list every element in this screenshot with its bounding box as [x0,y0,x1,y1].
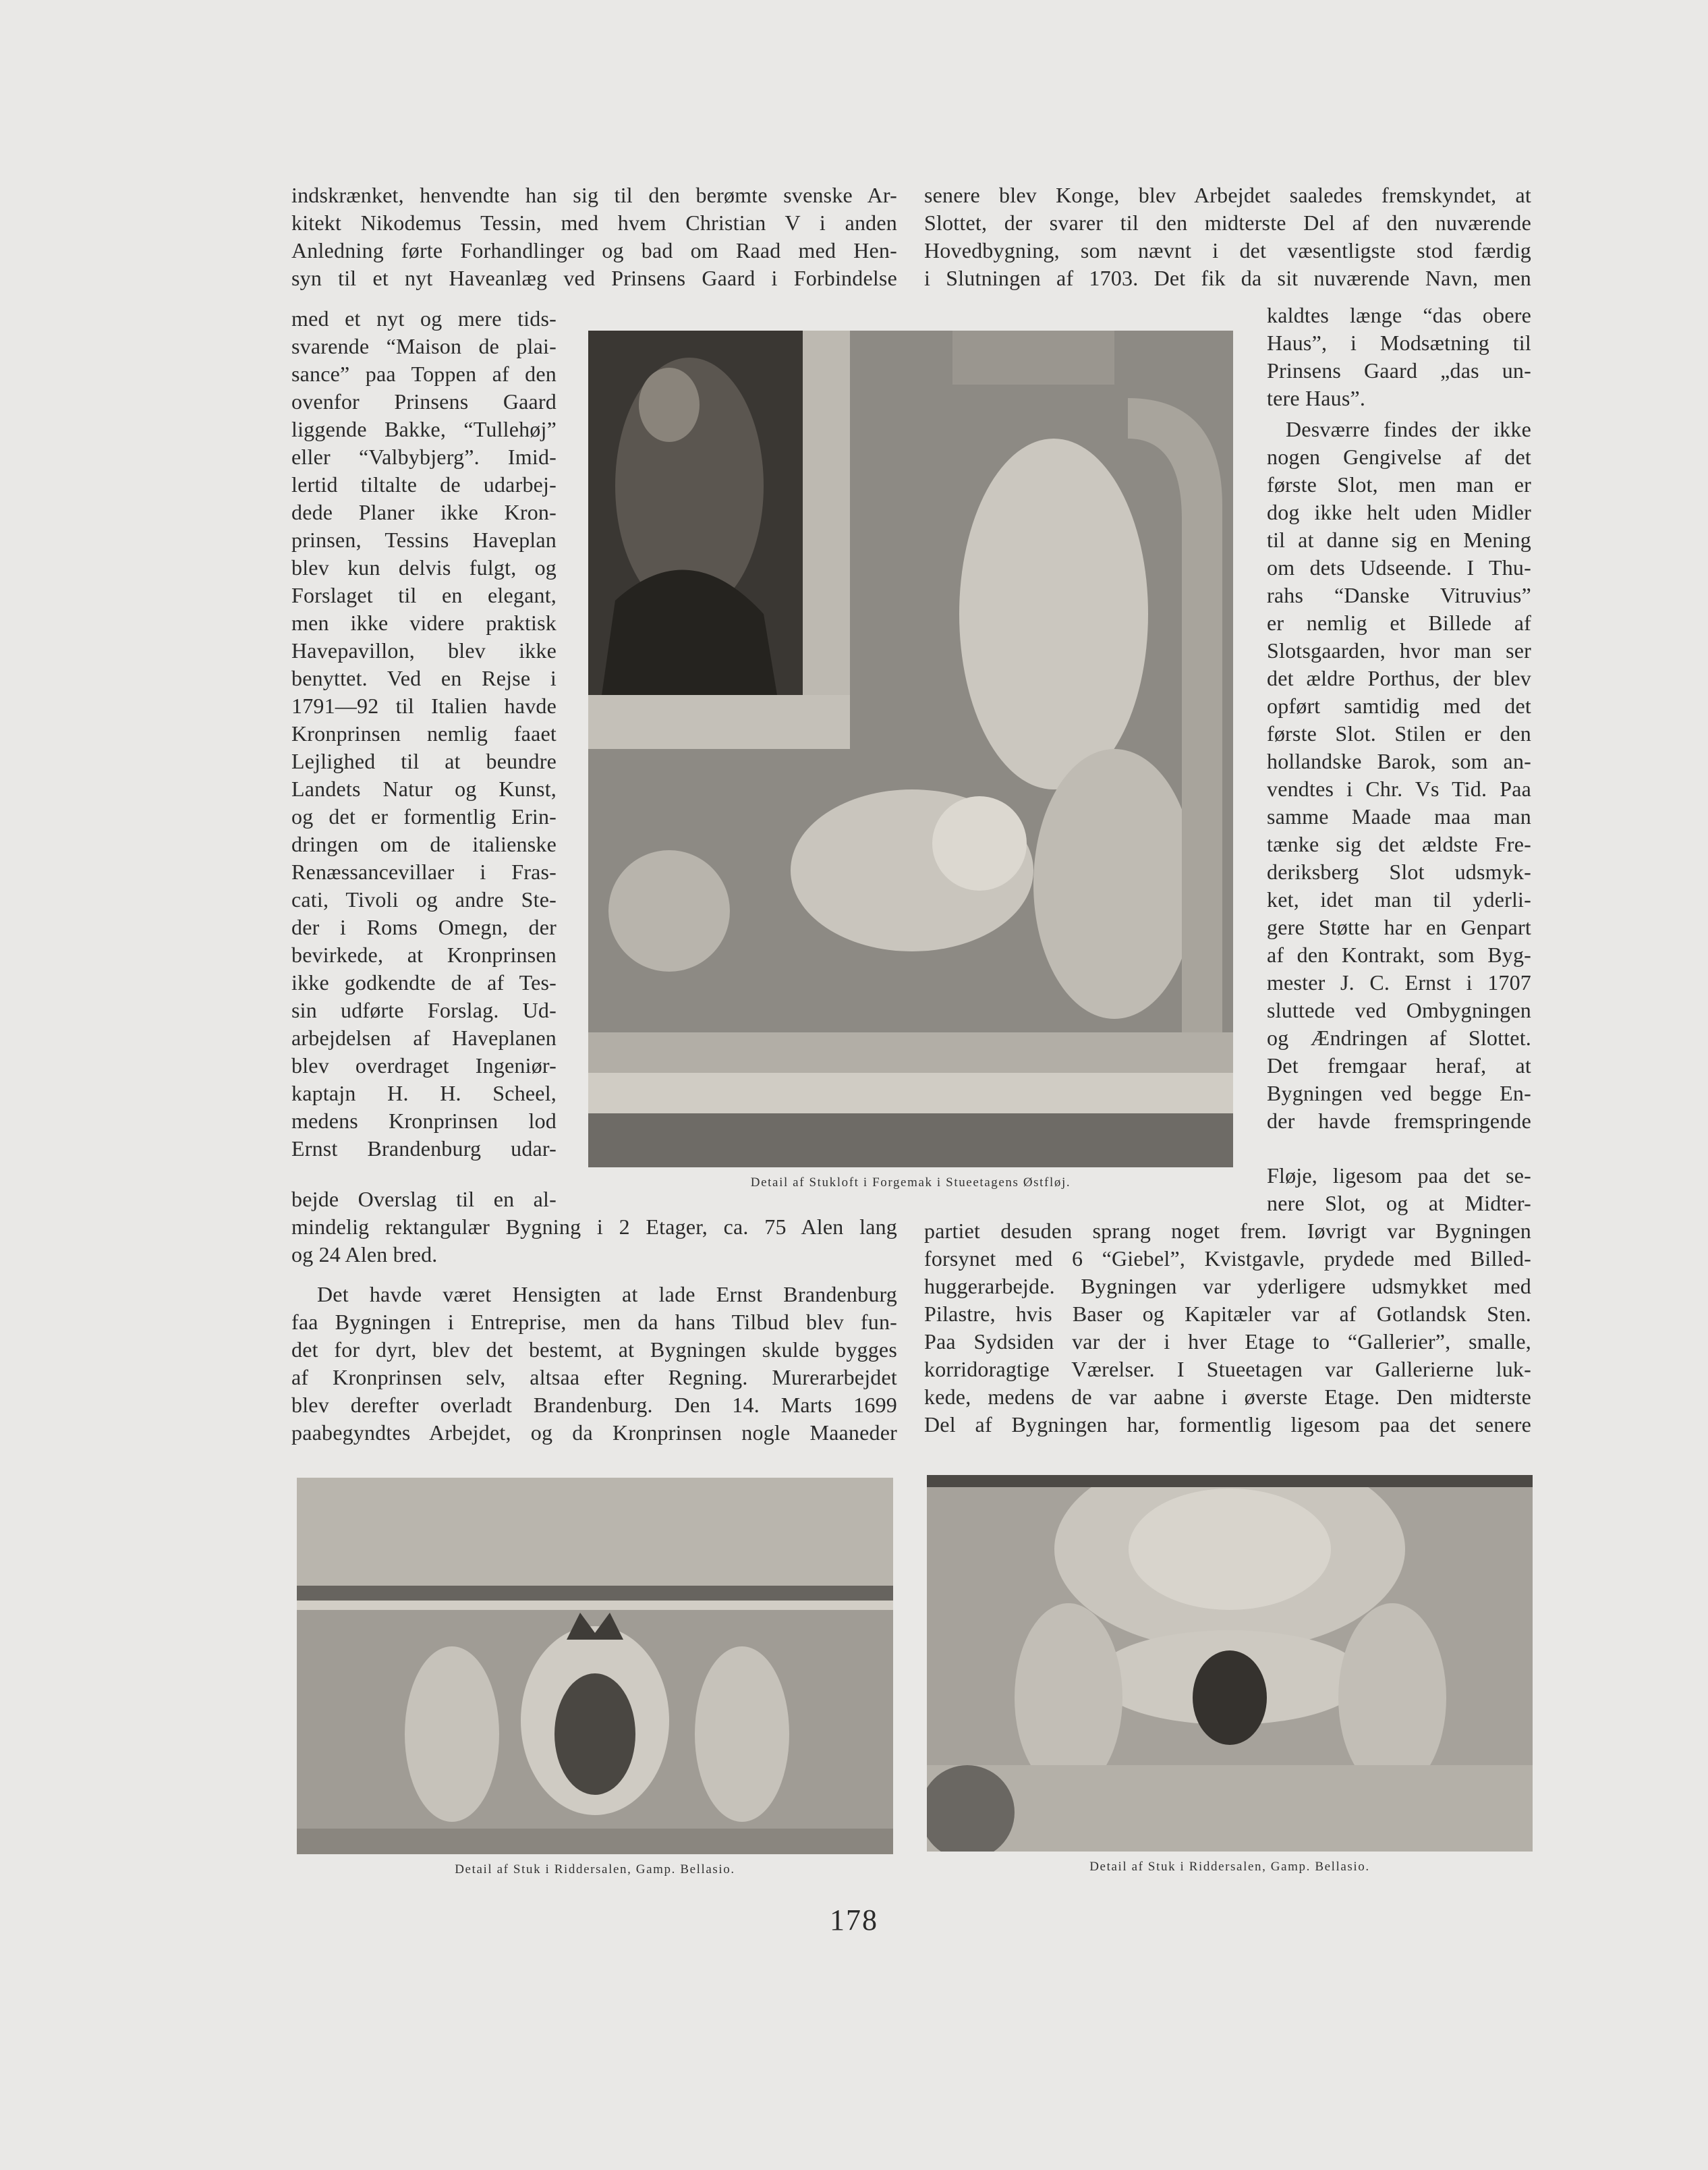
figure-caption: Detail af Stuk i Riddersalen, Gamp. Bellasio. [1089,1860,1370,1874]
text-line: og 24 Alen bred. [291,1242,438,1267]
text-line: Fløje, ligesom paa det se- [1267,1163,1531,1188]
text-line: tænke sig det ældste Fre- [1267,832,1531,856]
text-line: sluttede ved Ombygningen [1267,998,1531,1022]
text-line: Lejlighed til at beundre [291,749,557,773]
text-line: senere blev Konge, blev Arbejdet saaledes fremskyndet, at [924,183,1531,207]
text-line: huggerarbejde. Bygningen var yderligere udsmykket med [924,1274,1531,1298]
text-line: kaldtes længe “das obere [1267,303,1531,327]
text-line: Renæssancevillaer i Fras- [291,860,557,884]
text-line: første Slot. Stilen er den [1267,721,1531,746]
text-line: men ikke videre praktisk [291,611,557,635]
text-line: Paa Sydsiden var der i hver Etage to “Gallerier”, smalle, [924,1329,1531,1354]
text-line: eller “Valbybjerg”. Imid- [291,445,557,469]
text-line: og Ændringen af Slottet. [1267,1026,1531,1050]
text-line: nere Slot, og at Midter- [1267,1191,1531,1215]
text-line: arbejdelsen af Haveplanen [291,1026,557,1050]
text-line: Desværre findes der ikke [1286,417,1531,441]
text-line: blev overdraget Ingeniør- [291,1053,557,1078]
text-line: det for dyrt, blev det bestemt, at Bygningen skulde bygges [291,1337,897,1362]
text-line: Det fremgaar heraf, at [1267,1053,1531,1078]
text-line: i Slutningen af 1703. Det fik da sit nuværende Navn, men [924,266,1531,290]
text-line: korridoragtige Værelser. I Stueetagen var Gallerierne luk- [924,1357,1531,1381]
text-line: partiet desuden sprang noget frem. Iøvrigt var Bygningen [924,1219,1531,1243]
text-line: samme Maade maa man [1267,804,1531,829]
text-line: forsynet med 6 “Giebel”, Kvistgavle, prydede med Billed- [924,1246,1531,1271]
text-line: cati, Tivoli og andre Ste- [291,887,557,912]
text-line: 1791—92 til Italien havde [291,694,557,718]
text-line: dringen om de italienske [291,832,557,856]
figure-riddersalen-left [297,1478,893,1854]
text-line: Slottet, der svarer til den midterste Del af den nuværende [924,211,1531,235]
text-line: bejde Overslag til en al- [291,1187,557,1211]
text-line: kede, medens de var aabne i øverste Etage. Den midterste [924,1385,1531,1409]
text-line: ket, idet man til yderli- [1267,887,1531,912]
text-line: det ældre Porthus, der blev [1267,666,1531,690]
text-line: deriksberg Slot udsmyk- [1267,860,1531,884]
text-line: er nemlig et Billede af [1267,611,1531,635]
text-line: benyttet. Ved en Rejse i [291,666,557,690]
text-line: Kronprinsen nemlig faaet [291,721,557,746]
text-line: paabegyndtes Arbejdet, og da Kronprinsen nogle Maaneder [291,1420,897,1445]
text-line: Del af Bygningen har, formentlig ligesom paa det senere [924,1412,1531,1437]
text-line: Hovedbygning, som nævnt i det væsentligste stod færdig [924,238,1531,262]
text-line: Prinsens Gaard „das un- [1267,358,1531,383]
text-line: prinsen, Tessins Haveplan [291,528,557,552]
text-line: blev kun delvis fulgt, og [291,555,557,580]
text-line: Bygningen ved begge En- [1267,1081,1531,1105]
text-line: Landets Natur og Kunst, [291,777,557,801]
figure-caption: Detail af Stuk i Riddersalen, Gamp. Bellasio. [455,1862,735,1876]
text-line: nogen Gengivelse af det [1267,445,1531,469]
text-line: mindelig rektangulær Bygning i 2 Etager, ca. 75 Alen lang [291,1215,897,1239]
text-line: til at danne sig en Mening [1267,528,1531,552]
text-line: Havepavillon, blev ikke [291,638,557,663]
text-line: kitekt Nikodemus Tessin, med hvem Christian V i anden [291,211,897,235]
text-line: indskrænket, henvendte han sig til den berømte svenske Ar- [291,183,897,207]
text-line: tere Haus”. [1267,386,1366,410]
text-line: dog ikke helt uden Midler [1267,500,1531,524]
figure-caption: Detail af Stukloft i Forgemak i Stueetagens Østfløj. [750,1175,1071,1190]
text-line: ikke godkendte de af Tes- [291,970,557,995]
text-line: om dets Udseende. I Thu- [1267,555,1531,580]
text-line: syn til et nyt Haveanlæg ved Prinsens Gaard i Forbindelse [291,266,897,290]
page-number: 178 [830,1903,878,1937]
text-line: af Kronprinsen selv, altsaa efter Regning. Murerarbejdet [291,1365,897,1389]
text-line: svarende “Maison de plai- [291,334,557,358]
text-line: hollandske Barok, som an- [1267,749,1531,773]
text-line: medens Kronprinsen lod [291,1109,557,1133]
text-line: Ernst Brandenburg udar- [291,1136,557,1161]
text-line: rahs “Danske Vitruvius” [1267,583,1531,607]
text-line: kaptajn H. H. Scheel, [291,1081,557,1105]
text-line: sin udførte Forslag. Ud- [291,998,557,1022]
text-line: blev derefter overladt Brandenburg. Den 14. Marts 1699 [291,1393,897,1417]
text-line: ovenfor Prinsens Gaard [291,389,557,414]
text-line: der havde fremspringende [1267,1109,1531,1133]
text-line: faa Bygningen i Entreprise, men da hans Tilbud blev fun- [291,1310,897,1334]
figure-stucco-ceiling [588,331,1233,1167]
text-line: Haus”, i Modsætning til [1267,331,1531,355]
text-line: Det havde været Hensigten at lade Ernst Brandenburg [317,1282,897,1306]
text-line: Pilastre, hvis Baser og Kapitæler var af Gotlandsk Sten. [924,1302,1531,1326]
text-line: af den Kontrakt, som Byg- [1267,943,1531,967]
text-line: der i Roms Omegn, der [291,915,557,939]
text-line: gere Støtte har en Genpart [1267,915,1531,939]
text-line: opført samtidig med det [1267,694,1531,718]
text-line: sance” paa Toppen af den [291,362,557,386]
text-line: dede Planer ikke Kron- [291,500,557,524]
text-line: bevirkede, at Kronprinsen [291,943,557,967]
text-line: Slotsgaarden, hvor man ser [1267,638,1531,663]
text-line: Anledning førte Forhandlinger og bad om Raad med Hen- [291,238,897,262]
text-line: liggende Bakke, “Tullehøj” [291,417,557,441]
text-line: vendtes i Chr. Vs Tid. Paa [1267,777,1531,801]
text-line: med et nyt og mere tids- [291,306,557,331]
text-line: og det er formentlig Erin- [291,804,557,829]
text-line: mester J. C. Ernst i 1707 [1267,970,1531,995]
text-line: Forslaget til en elegant, [291,583,557,607]
figure-riddersalen-right [927,1475,1533,1852]
text-line: lertid tiltalte de udarbej- [291,472,557,497]
text-line: første Slot, men man er [1267,472,1531,497]
